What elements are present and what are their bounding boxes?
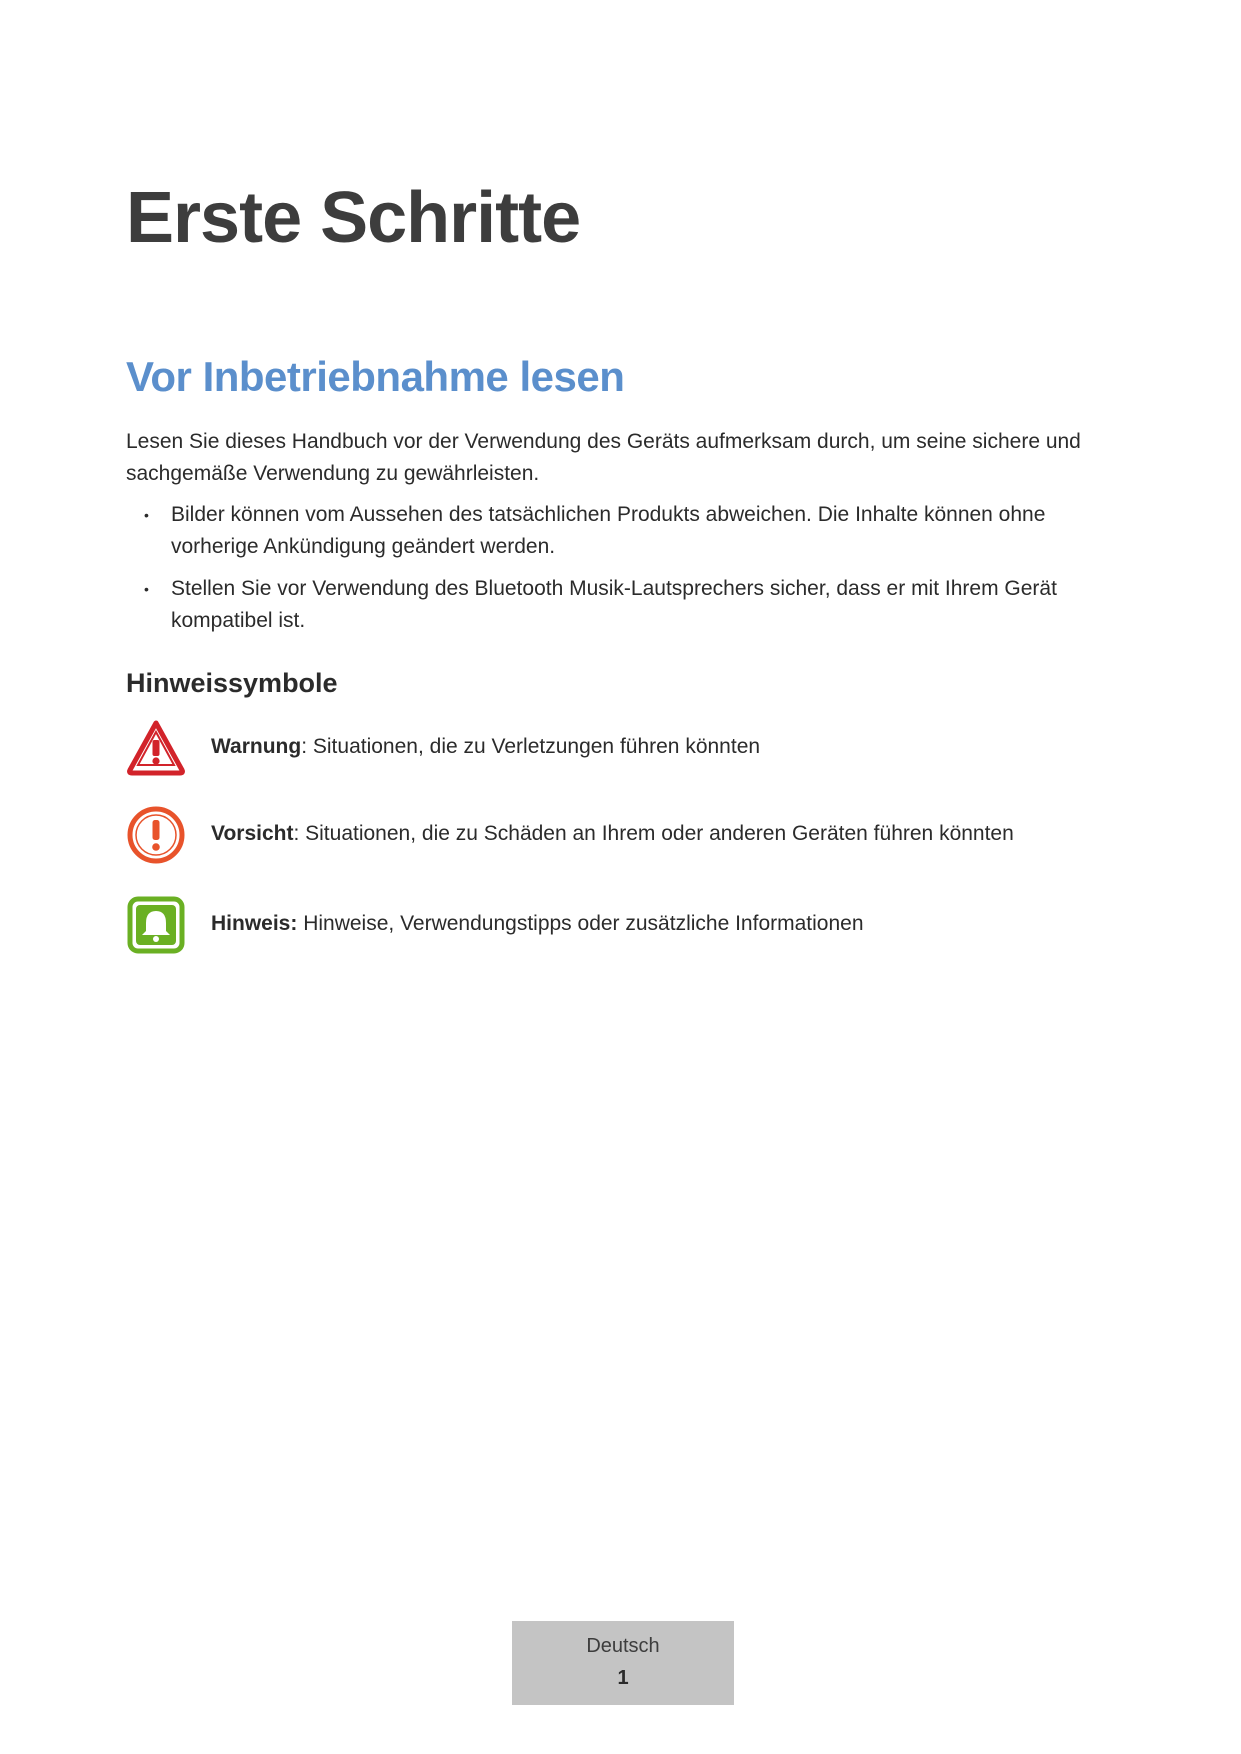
- notice-note-description: Hinweise, Verwendungstipps oder zusätzliche Informationen: [297, 912, 864, 935]
- list-item: [126, 499, 1101, 563]
- notice-note-text: [211, 909, 864, 939]
- intro-paragraph: Lesen Sie dieses Handbuch vor der Verwendung des Geräts aufmerksam durch, um seine sichere und sachgemäße Verwendung zu gewährleisten.: [126, 430, 1081, 485]
- page-title: Erste Schritte: [126, 178, 581, 258]
- notice-note-label: Hinweis:: [211, 912, 298, 935]
- bullet-text: Bilder können vom Aussehen des tatsächlichen Produkts abweichen. Die Inhalte können ohne vorherige Ankündigung geändert werden.: [171, 503, 1046, 558]
- notice-caution: [126, 805, 1101, 865]
- bullet-list: [126, 499, 1101, 647]
- notice-warning-label: Warnung: [211, 735, 302, 758]
- notice-caution-description: : Situationen, die zu Schäden an Ihrem oder anderen Geräten führen könnten: [293, 822, 1014, 845]
- bullet-marker: •: [144, 581, 149, 597]
- section-title: Vor Inbetriebnahme lesen: [126, 353, 625, 400]
- notice-note: [126, 895, 1101, 955]
- notice-caution-text: [211, 819, 1014, 849]
- bullet-text: Stellen Sie vor Verwendung des Bluetooth Musik-Lautsprechers sicher, dass er mit Ihrem Gerät kompatibel ist.: [171, 577, 1057, 632]
- notice-symbols-title: Hinweissymbole: [126, 668, 338, 698]
- notice-warning-text: [211, 732, 760, 762]
- notice-caution-label: Vorsicht: [211, 822, 294, 845]
- caution-circle-icon: [126, 805, 186, 865]
- footer-page-number: 1: [617, 1667, 629, 1689]
- note-bell-icon: [126, 895, 186, 955]
- page-footer: [512, 1621, 734, 1705]
- list-item: [126, 573, 1101, 637]
- bullet-marker: •: [144, 507, 149, 523]
- notice-warning: [126, 718, 1101, 778]
- warning-triangle-icon: [126, 718, 186, 778]
- notice-warning-description: : Situationen, die zu Verletzungen führen könnten: [301, 735, 761, 758]
- footer-language: Deutsch: [586, 1635, 660, 1657]
